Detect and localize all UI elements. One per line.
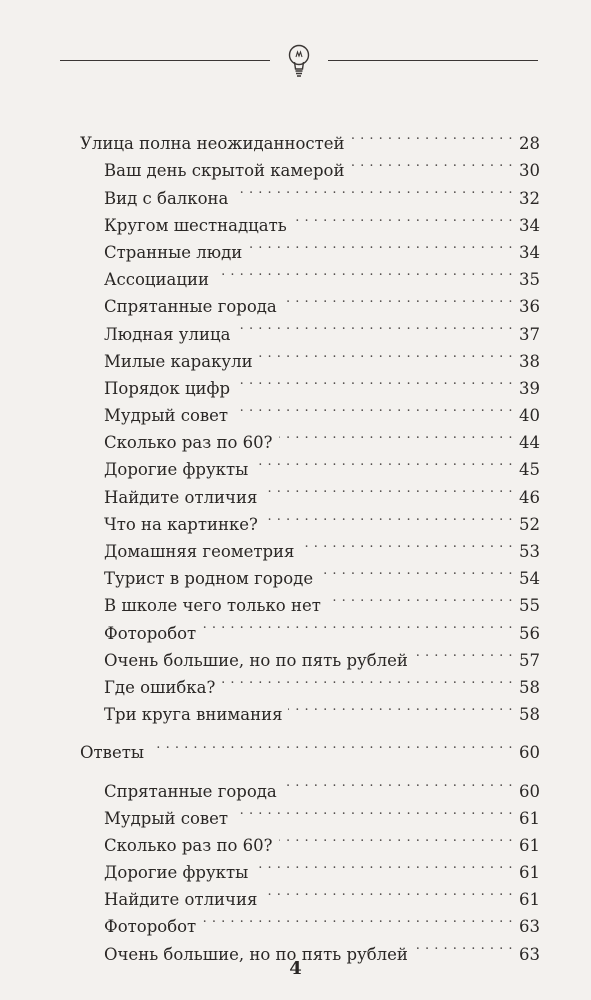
toc-entry xyxy=(80,851,540,883)
toc-entry-title: Ассоциации xyxy=(104,270,209,290)
toc-entry-title: Что на картинке? xyxy=(104,514,258,534)
toc-dot-leader xyxy=(150,731,513,758)
toc-dot-leader xyxy=(351,149,514,176)
toc-dot-leader xyxy=(236,312,513,339)
toc-entry xyxy=(80,693,540,725)
toc-entry-title: Милые каракули xyxy=(104,351,253,371)
toc-dot-leader xyxy=(234,176,513,203)
toc-entry-title: Турист в родном городе xyxy=(104,569,314,589)
toc-entry-title: Фоторобот xyxy=(104,917,197,937)
page-number: 4 xyxy=(289,958,302,979)
toc-entry-page: 52 xyxy=(519,514,540,534)
toc-dot-leader xyxy=(254,851,513,878)
toc-dot-leader xyxy=(319,557,513,584)
toc-entry-page: 63 xyxy=(519,944,540,964)
toc-entry-title: Найдите отличия xyxy=(104,890,258,910)
toc-dot-leader xyxy=(234,394,513,421)
toc-entry-title: Мудрый совет xyxy=(104,808,229,828)
toc-entry-page: 36 xyxy=(519,297,540,317)
toc-entry xyxy=(80,824,540,855)
toc-entry-title: Очень большие, но по пять рублей xyxy=(104,944,408,964)
toc-entry-page: 44 xyxy=(519,433,540,453)
toc-entry-page: 40 xyxy=(519,406,540,426)
toc-dot-leader xyxy=(283,769,513,796)
toc-entry-title: Улица полна неожиданностей xyxy=(80,134,345,154)
toc-dot-leader xyxy=(414,932,513,959)
toc-entry-page: 45 xyxy=(519,460,540,480)
header-rule-left xyxy=(60,60,270,61)
toc-dot-leader xyxy=(414,639,513,666)
lightbulb-icon xyxy=(282,38,316,88)
toc-entry-page: 57 xyxy=(519,650,540,670)
toc-entry xyxy=(80,878,540,910)
toc-entry-title: Фоторобот xyxy=(104,623,197,643)
toc-dot-leader xyxy=(263,475,513,502)
toc-entry-page: 53 xyxy=(519,542,540,561)
toc-dot-leader xyxy=(234,797,513,824)
toc-entry xyxy=(80,639,540,670)
toc-dot-leader xyxy=(300,530,513,557)
toc-entry xyxy=(80,611,540,643)
toc-dot-leader xyxy=(293,204,513,231)
toc-entry xyxy=(80,584,540,616)
toc-entry-page: 37 xyxy=(519,324,540,344)
toc-dot-leader xyxy=(202,905,513,932)
header-rule-right xyxy=(328,60,538,61)
toc-entry-page: 55 xyxy=(519,596,540,616)
toc-dot-leader xyxy=(259,340,513,367)
toc-entry xyxy=(80,421,540,453)
toc-entry-title: Кругом шестнадцать xyxy=(104,215,287,235)
toc-entry xyxy=(80,258,540,290)
toc-entry-title: Домашняя геометрия xyxy=(104,542,295,561)
toc-dot-leader xyxy=(236,367,513,394)
toc-entry-title: Сколько раз по 60? xyxy=(104,433,273,453)
toc-entry xyxy=(80,530,540,561)
toc-entry-title: Ответы xyxy=(80,743,144,763)
toc-entry xyxy=(80,367,540,398)
toc-entry-title: Спрятанные города xyxy=(104,781,277,801)
toc-entry-page: 58 xyxy=(519,677,540,697)
toc-dot-leader xyxy=(254,448,513,475)
toc-entry xyxy=(80,503,540,534)
toc-entry-page: 61 xyxy=(519,890,540,910)
toc-entry-page: 32 xyxy=(519,188,540,208)
toc-entry-page: 38 xyxy=(519,351,540,371)
toc-entry-title: Дорогие фрукты xyxy=(104,863,249,883)
toc-dot-leader xyxy=(264,503,513,530)
toc-entry xyxy=(80,905,540,937)
toc-entry xyxy=(80,285,540,317)
toc-entry-page: 54 xyxy=(519,569,540,589)
toc-entry-page: 46 xyxy=(519,487,540,507)
toc-entry-page: 60 xyxy=(519,743,540,763)
toc-entry xyxy=(80,797,540,828)
toc-entry-title: В школе чего только нет xyxy=(104,596,321,616)
toc-entry-title: Людная улица xyxy=(104,324,231,344)
toc-entry xyxy=(80,149,540,181)
toc-dot-leader xyxy=(215,258,513,285)
toc-dot-leader xyxy=(263,878,513,905)
toc-entry-title: Где ошибка? xyxy=(104,677,216,697)
toc-entry-title: Ваш день скрытой камерой xyxy=(104,161,345,181)
toc-entry-page: 39 xyxy=(519,378,540,398)
toc-entry xyxy=(80,176,540,208)
toc-entry-title: Дорогие фрукты xyxy=(104,460,249,480)
page-header xyxy=(60,38,538,88)
toc-entry-title: Вид с балкона xyxy=(104,188,229,208)
toc-entry-page: 61 xyxy=(519,835,540,855)
toc-entry xyxy=(80,666,540,697)
toc-entry-page: 56 xyxy=(519,623,540,643)
toc-entry-page: 30 xyxy=(519,161,540,181)
toc-dot-leader xyxy=(327,584,513,611)
toc-entry-page: 61 xyxy=(519,863,540,883)
toc-section-entry xyxy=(80,122,540,154)
toc-entry xyxy=(80,557,540,589)
toc-entry xyxy=(80,448,540,480)
toc-entry-page: 61 xyxy=(519,808,540,828)
toc-dot-leader xyxy=(248,231,513,258)
toc-entry-title: Спрятанные города xyxy=(104,297,277,317)
toc-dot-leader xyxy=(221,666,513,693)
toc-entry-page: 35 xyxy=(519,270,540,290)
toc-entry-page: 34 xyxy=(519,215,540,235)
toc-dot-leader xyxy=(279,824,514,851)
toc-dot-leader xyxy=(283,285,513,312)
toc-entry xyxy=(80,204,540,235)
toc-dot-leader xyxy=(351,122,513,149)
toc-entry-page: 28 xyxy=(519,134,540,154)
toc-entry-title: Странные люди xyxy=(104,242,243,262)
toc-entry xyxy=(80,340,540,371)
toc-entry-title: Мудрый совет xyxy=(104,406,229,426)
toc-entry xyxy=(80,769,540,801)
toc-entry xyxy=(80,475,540,507)
toc-entry-title: Найдите отличия xyxy=(104,487,258,507)
toc-entry xyxy=(80,394,540,426)
toc-dot-leader xyxy=(279,421,514,448)
toc-entry-title: Сколько раз по 60? xyxy=(104,835,273,855)
toc-entry-page: 34 xyxy=(519,242,540,262)
toc-entry xyxy=(80,312,540,344)
toc-dot-leader xyxy=(288,693,513,720)
toc-entry-page: 60 xyxy=(519,781,540,801)
toc-entry xyxy=(80,231,540,262)
toc-entry-title: Три круга внимания xyxy=(104,705,283,725)
toc-entry-title: Порядок цифр xyxy=(104,378,231,398)
toc-section-entry xyxy=(80,731,540,763)
toc-entry-page: 58 xyxy=(519,705,540,725)
toc-entry-page: 63 xyxy=(519,917,540,937)
table-of-contents xyxy=(80,122,540,964)
toc-entry xyxy=(80,932,540,964)
toc-entry-title: Очень большие, но по пять рублей xyxy=(104,650,408,670)
toc-dot-leader xyxy=(202,611,513,638)
